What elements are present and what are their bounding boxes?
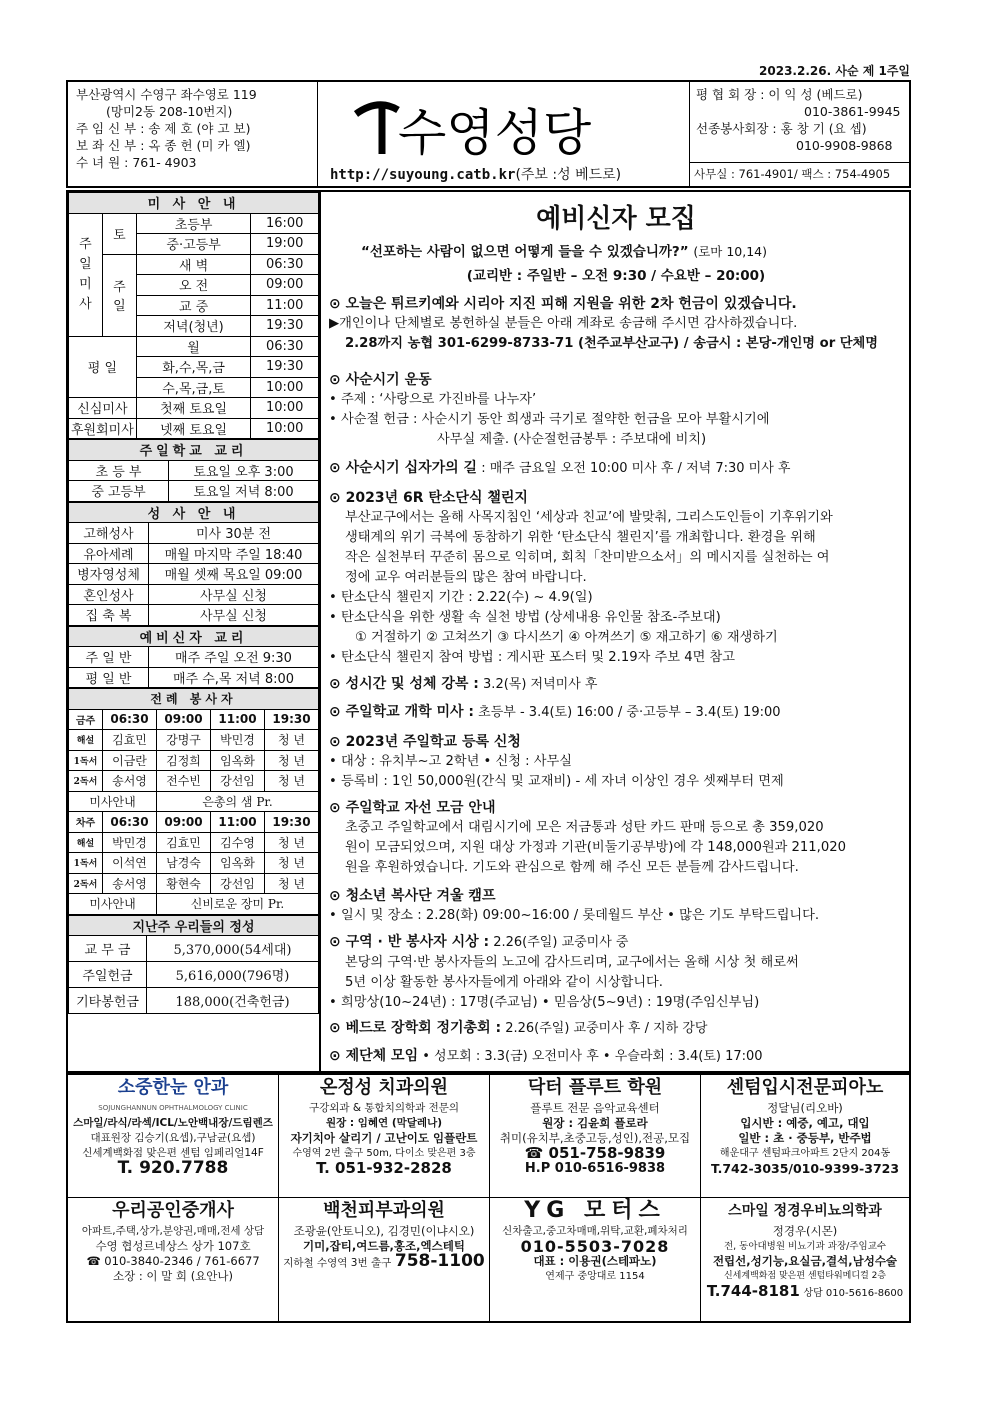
mass-time: 09:00: [251, 275, 319, 296]
mass-day: 첫째 토요일: [136, 398, 251, 419]
weekday-label: 평 일: [69, 336, 137, 398]
time-head: 09:00: [157, 709, 211, 730]
notice-line: • 탄소단식을 위한 생활 속 실천 방법 (상세내용 유인물 참조-주보대): [329, 610, 721, 625]
ad-eye-clinic: [68, 1075, 279, 1198]
saturday-label: 토: [102, 213, 136, 254]
time-head: 06:30: [103, 812, 157, 833]
ad-dermatology: [279, 1198, 490, 1321]
mass-name: 월: [136, 336, 251, 357]
mass-time: 19:30: [251, 357, 319, 378]
server: 강선임: [211, 771, 265, 792]
sunday-mass-label: 주 일 미 사: [69, 213, 103, 336]
notice-line: 원이 모금되었으며, 지원 대상 가정과 기관(비둘기공부방)에 각 148,000원과 211,020: [345, 840, 847, 855]
notice-line: ① 거절하기 ② 고쳐쓰기 ③ 다시쓰기 ④ 아껴쓰기 ⑤ 재고하기 ⑥ 재생하기: [355, 630, 778, 645]
mass-name: 수,목,금,토: [136, 377, 251, 398]
ad-subtitle: SOJUNGHANNUN OPHTHALMOLOGY CLINIC: [98, 1104, 248, 1112]
main-notices: [321, 190, 911, 1073]
ad-flute: [490, 1075, 701, 1198]
address-old: (망미2동 208-10번지): [106, 104, 233, 119]
mass-time: 16:00: [251, 213, 319, 234]
notice-stations: ⊙ 사순시기 십자가의 길 : 매주 금요일 오전 10:00 미사 후 / 저녁 7:30 미사 후: [329, 460, 791, 476]
time-head: 19:30: [265, 709, 319, 730]
mass-name: 저녁(청년): [136, 316, 251, 337]
pastor: 주 임 신 부 : 송 제 호 (야 고 보): [76, 121, 251, 136]
sacrament-time: 사무실 신청: [149, 584, 319, 605]
mass-time: 10:00: [251, 418, 319, 439]
ad-line: 취미(유치부,초중고등,성인),전공,모집: [499, 1131, 691, 1145]
time-head: 06:30: [103, 709, 157, 730]
ad-line: 스마일/라식/라섹/ICL/노안백내장/드림렌즈: [73, 1117, 273, 1129]
notice-line: • 일시 및 장소 : 2.28(화) 09:00~16:00 / 롯데월드 부산 • 많은 기도 부탁드립니다.: [329, 908, 820, 923]
mass-name: 새 벽: [136, 254, 251, 275]
school-title: 주일학교 교리: [69, 440, 319, 461]
notice-line: 초중고 주일학교에서 대림시기에 모은 저금통과 성탄 카드 판매 등으로 총 359,020: [345, 820, 824, 835]
notice-line: • 사순절 헌금 : 사순시기 동안 희생과 극기로 절약한 헌금을 모아 부활시기에: [329, 412, 770, 427]
sacrament-time: 매월 마지막 주일 18:40: [149, 543, 319, 564]
mass-time: 06:30: [251, 254, 319, 275]
role: 2독서: [69, 873, 103, 894]
mass-time: 06:30: [251, 336, 319, 357]
catechumen-title: 예비신자 교리: [69, 626, 319, 647]
notice-line: • 대상 : 유치부~고 2학년 • 신청 : 사무실: [329, 754, 573, 769]
council-phone: 010-3861-9945: [804, 104, 901, 119]
server: 김효민: [103, 730, 157, 751]
ad-line: 입시반 : 예중, 예고, 대입: [740, 1116, 870, 1130]
notice-line: • 등록비 : 1인 50,000원(간식 및 교재비) - 세 자녀 이상인 경우 셋째부터 면제: [329, 774, 784, 789]
sacrament-name: 병자영성체: [69, 564, 149, 585]
sacrament-time: 사무실 신청: [149, 605, 319, 626]
notice-lent: ⊙ 사순시기 운동 • 주제 : ‘사랑으로 가진바를 나누자’ • 사순절 헌금 : 사순시기 동안 희생과 극기로 절약한 헌금을 모아 부활시기에 사무실 제출. (사순절헌금봉투 : 주보대에 비치): [329, 370, 907, 450]
masthead: [66, 80, 911, 188]
parish-info: [68, 82, 318, 186]
mass-name: 후원회미사: [69, 418, 137, 439]
ad-line: 수영 협성르네상스 상가 107호: [95, 1239, 251, 1253]
role: 2독서: [69, 771, 103, 792]
assistant-pastor: 보 좌 신 부 : 옥 종 헌 (미 카 엘): [76, 138, 251, 153]
class-time: 매주 주일 오전 9:30: [149, 647, 319, 668]
guide-label: 미사안내: [69, 894, 157, 915]
patron-label: (주보 :성 베드로): [515, 167, 622, 183]
ad-line: 신세계백화점 맞은편 센텀타워메디컬 2층: [723, 1271, 887, 1281]
server: 임옥화: [211, 853, 265, 874]
ad-line: 정경우(시몬): [772, 1224, 838, 1238]
sunday-label: 주 일: [102, 254, 136, 336]
server: 박민경: [211, 730, 265, 751]
ad-urology: [701, 1198, 909, 1321]
server: 김수영: [211, 832, 265, 853]
sacrament-title: 성 사 안 내: [69, 502, 319, 523]
sacrament-table: [68, 502, 319, 626]
mass-time: 10:00: [251, 398, 319, 419]
council-head: 평 협 회 장 : 이 익 성 (베드로): [696, 87, 863, 102]
mass-title: 미 사 안 내: [69, 193, 319, 214]
ad-line: ☎ 010-3840-2346 / 761-6677: [86, 1254, 260, 1268]
website-url[interactable]: http://suyoung.catb.kr(주보 :성 베드로): [330, 167, 622, 183]
mass-time: 19:00: [251, 234, 319, 255]
mass-name: 화,수,목,금: [136, 357, 251, 378]
notice-line: 작은 실천부터 꾸준히 몸으로 익히며, 회칙「찬미받으소서」의 메시지를 실천하는 여: [345, 550, 830, 565]
notice-school-registration: ⊙ 2023년 주일학교 등록 신청 • 대상 : 유치부~고 2학년 • 신청 : 사무실 • 등록비 : 1인 50,000원(간식 및 교재비) - 세 자녀 이상인 경우 셋째부터 면제: [329, 732, 907, 792]
mass-day: 넷째 토요일: [136, 418, 251, 439]
ad-line: 해운대구 센텀파크아파트 2단지 204동: [719, 1148, 891, 1159]
role: 1독서: [69, 750, 103, 771]
mass-table: [68, 192, 319, 439]
class-time: 매주 수,목 저녁 8:00: [149, 667, 319, 688]
mass-name: 교 중: [136, 295, 251, 316]
ad-line: 아파트,주택,상가,분양권,매매,전세 상담: [81, 1225, 265, 1237]
notice-school-opening: ⊙ 주일학교 개학 미사 : 초등부 - 3.4(토) 16:00 / 중·고등부 – 3.4(토) 19:00: [329, 704, 781, 720]
offering-table: [68, 915, 319, 1015]
funeral-head: 선종봉사회장 : 홍 창 기 (요 셉): [696, 121, 867, 136]
mass-name: 오 전: [136, 275, 251, 296]
school-group: 중 고등부: [69, 481, 169, 502]
ad-title: 센텀입시전문피아노: [726, 1077, 884, 1098]
notice-earthquake: ⊙ 오늘은 튀르키예와 시리아 지진 피해 지원을 위한 2차 헌금이 있겠습니다. ▶개인이나 단체별로 봉헌하실 분들은 아래 계좌로 송금해 주시면 감사하겠습니다. 2.28까지 농협 301-6299-8733-71 (천주교부산교구) / 송금시 : 본당-개인명 or 단체명: [329, 294, 907, 354]
mass-name: 초등부: [136, 213, 251, 234]
ad-phone-sub: 상담 010-5616-8600: [803, 1288, 904, 1299]
server: 청 년: [265, 730, 319, 751]
convent: 수 녀 원 : 761- 4903: [76, 155, 197, 170]
sacrament-time: 매월 셋째 목요일 09:00: [149, 564, 319, 585]
notice-line: • 탄소단식 챌린지 기간 : 2.22(수) ~ 4.9(일): [329, 590, 593, 605]
time-head: 09:00: [157, 812, 211, 833]
ad-line: 대표원장 김승기(요셉),구남균(요셉): [90, 1132, 256, 1144]
ad-phone: T. 920.7788: [117, 1158, 229, 1178]
ad-title: 소중한눈 안과: [117, 1077, 229, 1098]
ad-line: 수영역 2번 출구 50m, 다이소 맞은편 3층: [292, 1148, 476, 1159]
mass-time: 19:30: [251, 316, 319, 337]
server: 이석연: [103, 853, 157, 874]
ad-line: 지하철 수영역 3번 출구: [283, 1257, 392, 1269]
sacrament-name: 집 축 복: [69, 605, 149, 626]
catechumen-table: [68, 626, 319, 689]
funeral-phone: 010-9908-9868: [796, 138, 893, 153]
sacrament-name: 혼인성사: [69, 584, 149, 605]
offering-amount: 5,370,000(54세대): [147, 936, 319, 962]
ad-line: 원장 : 김윤희 플로라: [542, 1116, 648, 1130]
ad-title: 우리공인중개사: [112, 1200, 234, 1221]
notice-line: 5년 이상 활동한 봉사자들에게 아래와 같이 시상합니다.: [345, 975, 663, 990]
week-label: 금주: [69, 709, 103, 730]
contacts: [690, 82, 911, 186]
ad-phone: T.742-3035/010-9399-3723: [710, 1161, 900, 1176]
ad-title: YG 모터스: [524, 1198, 666, 1223]
ad-line: 대표 : 이용권(스테파노): [533, 1254, 657, 1268]
server: 박민경: [103, 832, 157, 853]
server: 김정희: [157, 750, 211, 771]
server: 송서영: [103, 873, 157, 894]
ad-line: 기미,잡티,여드름,홍조,엑스테틱: [303, 1239, 465, 1253]
parish-logo: [338, 88, 678, 158]
ad-line: 연제구 중앙대로 1154: [545, 1271, 645, 1282]
scripture-quote: “선포하는 사람이 없으면 어떻게 들을 수 있겠습니까?” (로마 10,14): [361, 244, 768, 260]
ad-line: 전, 동아대병원 비뇨기과 과장/주임교수: [723, 1241, 887, 1252]
ad-line: 조광윤(안토니오), 김경민(이냐시오): [293, 1224, 475, 1238]
sacrament-name: 유아세례: [69, 543, 149, 564]
notice-line: 원을 후원하였습니다. 기도와 관심으로 함께 해 주신 모든 분들께 감사드립니다.: [345, 860, 799, 875]
ad-phone: ☎ 051-758-9839: [524, 1144, 666, 1162]
notice-line: 부산교구에서는 올해 사목지침인 ‘세상과 친교’에 발맞춰, 그리스도인들이 기후위기와: [345, 510, 833, 525]
server: 강선임: [211, 873, 265, 894]
server: 청 년: [265, 873, 319, 894]
server: 전수빈: [157, 771, 211, 792]
ad-line: 신세계백화점 맞은편 센텀 임페리얼14F: [82, 1147, 264, 1159]
address: 부산광역시 수영구 좌수영로 119: [76, 87, 257, 102]
server: 청 년: [265, 771, 319, 792]
class-name: 평 일 반: [69, 667, 149, 688]
advertisements: [66, 1073, 911, 1323]
offering-type: 기타봉헌금: [69, 988, 147, 1014]
notice-line: • 희망상(10~24년) : 17명(주교님) • 믿음상(5~9년) : 19명(주임신부님): [329, 995, 760, 1010]
server: 청 년: [265, 750, 319, 771]
notice-line: ▶개인이나 단체별로 봉헌하실 분들은 아래 계좌로 송금해 주시면 감사하겠습니다.: [329, 316, 798, 331]
logo-text: 수영성당: [398, 104, 592, 158]
notice-camp: ⊙ 청소년 복사단 겨울 캠프 • 일시 및 장소 : 2.28(화) 09:00~16:00 / 롯데월드 부산 • 많은 기도 부탁드립니다.: [329, 886, 907, 926]
role: 해설: [69, 832, 103, 853]
office-contact: 사무실 : 761-4901/ 팩스 : 754-4905: [690, 162, 911, 186]
notice-meetings: ⊙ 제단체 모임 • 성모회 : 3.3(금) 오전미사 후 • 우슬라회 : 3.4(토) 17:00: [329, 1048, 763, 1064]
school-time: 토요일 저녁 8:00: [169, 481, 319, 502]
mass-name: 신심미사: [69, 398, 137, 419]
notice-line: 본당의 구역·반 봉사자들의 노고에 감사드리며, 교구에서는 올해 시상 첫 해로써: [345, 955, 799, 970]
role: 1독서: [69, 853, 103, 874]
sacrament-time: 미사 30분 전: [149, 523, 319, 544]
server: 청 년: [265, 853, 319, 874]
servers-title: 전례 봉사자: [69, 689, 319, 710]
ad-line: 일반 : 초 · 중등부, 반주법: [738, 1131, 872, 1145]
ad-phone: T.744-8181: [706, 1282, 800, 1300]
ad-line: 신차출고,중고차매매,위탁,교환,폐차처리: [502, 1225, 688, 1237]
guide-group: 신비로운 장미 Pr.: [157, 894, 319, 915]
ad-phone: 010-5503-7028: [520, 1237, 670, 1256]
offering-type: 주일헌금: [69, 962, 147, 988]
notice-line: 생태계의 위기 극복에 동참하기 위한 ‘탄소단식 챌린지’를 개최합니다. 환경을 위해: [345, 530, 816, 545]
scripture-ref: (로마 10,14): [693, 244, 768, 259]
server: 남경숙: [157, 853, 211, 874]
school-time: 토요일 오후 3:00: [169, 460, 319, 481]
ad-phone: 758-1100: [394, 1251, 485, 1271]
notice-scholarship: ⊙ 베드로 장학회 정기총회 : 2.26(주일) 교중미사 후 / 지하 강당: [329, 1020, 708, 1036]
server: 이금란: [103, 750, 157, 771]
ad-line: 구강외과 & 통합치의학과 전문의: [308, 1102, 460, 1114]
notice-line: 정에 교우 여러분들의 많은 참여 바랍니다.: [345, 570, 587, 585]
ad-title: 온정성 치과의원: [320, 1077, 448, 1098]
notice-line: • 주제 : ‘사랑으로 가진바를 나누자’: [329, 392, 537, 407]
ad-line: 자기치아 살리기 / 고난이도 임플란트: [290, 1131, 478, 1145]
ad-motors: [490, 1198, 701, 1321]
mass-time: 10:00: [251, 377, 319, 398]
ad-line: 정달님(리오바): [767, 1101, 843, 1115]
notice-line: 사무실 제출. (사순절헌금봉투 : 주보대에 비치): [437, 432, 707, 447]
server: 임옥화: [211, 750, 265, 771]
ad-title: 백천피부과의원: [323, 1200, 445, 1221]
server: 강명구: [157, 730, 211, 751]
mass-time: 11:00: [251, 295, 319, 316]
time-head: 11:00: [211, 709, 265, 730]
guide-label: 미사안내: [69, 791, 157, 812]
week-label: 차주: [69, 812, 103, 833]
ad-realestate: [68, 1198, 279, 1321]
offering-title: 지난주 우리들의 정성: [69, 915, 319, 936]
class-name: 주 일 반: [69, 647, 149, 668]
server: 김효민: [157, 832, 211, 853]
server: 송서영: [103, 771, 157, 792]
sacrament-name: 고해성사: [69, 523, 149, 544]
notice-line: • 탄소단식 챌린지 참여 방법 : 게시판 포스터 및 2.19자 주보 4면 참고: [329, 650, 736, 665]
ad-phone: T. 051-932-2828: [316, 1159, 452, 1177]
offering-amount: 188,000(건축헌금): [147, 988, 319, 1014]
school-group: 초 등 부: [69, 460, 169, 481]
role: 해설: [69, 730, 103, 751]
school-table: [68, 439, 319, 502]
notice-holy-hour: ⊙ 성시간 및 성체 강복 : 3.2(목) 저녁미사 후: [329, 676, 598, 692]
mass-name: 중·고등부: [136, 234, 251, 255]
time-head: 11:00: [211, 812, 265, 833]
servers-table: [68, 688, 319, 915]
server: 황현숙: [157, 873, 211, 894]
ad-title: 닥터 플루트 학원: [527, 1077, 663, 1098]
sidebar: [66, 190, 321, 1073]
notice-charity: ⊙ 주일학교 자선 모금 안내 초중고 주일학교에서 대림시기에 모은 저금통과 성탄 카드 판매 등으로 총 359,020 원이 모금되었으며, 지원 대상 가정과 기관(비둘기공부방)에 각 148,000원과 211,020 원을 후원하였습니다. 기도와 관심으로 함께 해 주신 모든 분들께 감사드립니다.: [329, 798, 907, 878]
class-times: (교리반 : 주일반 – 오전 9:30 / 수요반 – 20:00): [466, 268, 766, 284]
ad-dental: [279, 1075, 490, 1198]
guide-group: 은총의 샘 Pr.: [157, 791, 319, 812]
time-head: 19:30: [265, 812, 319, 833]
ad-line: 전립선,성기능,요실금,결석,남성수술: [712, 1254, 898, 1268]
bank-account: 2.28까지 농협 301-6299-8733-71 (천주교부산교구) / 송금시 : 본당-개인명 or 단체명: [345, 336, 879, 351]
ad-line: 플루트 전문 음악교육센터: [530, 1101, 660, 1115]
issue-date: 2023.2.26. 사순 제 1주일: [759, 64, 910, 78]
offering-amount: 5,616,000(796명): [147, 962, 319, 988]
ad-title: 스마일 정경우비뇨의학과: [728, 1203, 882, 1219]
page-title: 예비신자 모집: [536, 204, 696, 234]
logo-area: [318, 82, 690, 186]
ad-line: 원장 : 임혜연 (막달레나): [325, 1117, 443, 1129]
notice-award: ⊙ 구역 · 반 봉사자 시상 : 2.26(주일) 교중미사 중 본당의 구역·반 봉사자들의 노고에 감사드리며, 교구에서는 올해 시상 첫 해로써 5년 이상 활동한 봉사자들에게 아래와 같이 시상합니다. • 희망상(10~24년) : 17명(주교님) • 믿음상(5~9년) : 19명(주임신부님): [329, 932, 907, 1013]
ad-phone: H.P 010-6516-9838: [524, 1161, 666, 1176]
ad-piano: [701, 1075, 909, 1198]
server: 청 년: [265, 832, 319, 853]
notice-carbon: ⊙ 2023년 6R 탄소단식 챌린지 부산교구에서는 올해 사목지침인 ‘세상과 친교’에 발맞춰, 그리스도인들이 기후위기와 생태계의 위기 극복에 동참하기 위한 ‘탄소단식 챌린지’를 개최합니다. 환경을 위해 작은 실천부터 꾸준히 몸으로 익히며, 회칙「찬미받으소서」의 메시지를 실천하는 여 정에 교우 여러분들의 많은 참여 바랍니다. • 탄소단식 챌린지 기간 : 2.22(수) ~ 4.9(일) • 탄소단식을 위한 생활 속 실천 방법 (상세내용 유인물 참조-주보대) ① 거절하기 ② 고쳐쓰기 ③ 다시쓰기 ④ 아껴쓰기 ⑤ 재고하기 ⑥ 재생하기 • 탄소단식 챌린지 참여 방법 : 게시판 포스터 및 2.19자 주보 4면 참고: [329, 488, 907, 668]
offering-type: 교 무 금: [69, 936, 147, 962]
ad-line: 소장 : 이 말 희 (요안나): [113, 1269, 233, 1283]
